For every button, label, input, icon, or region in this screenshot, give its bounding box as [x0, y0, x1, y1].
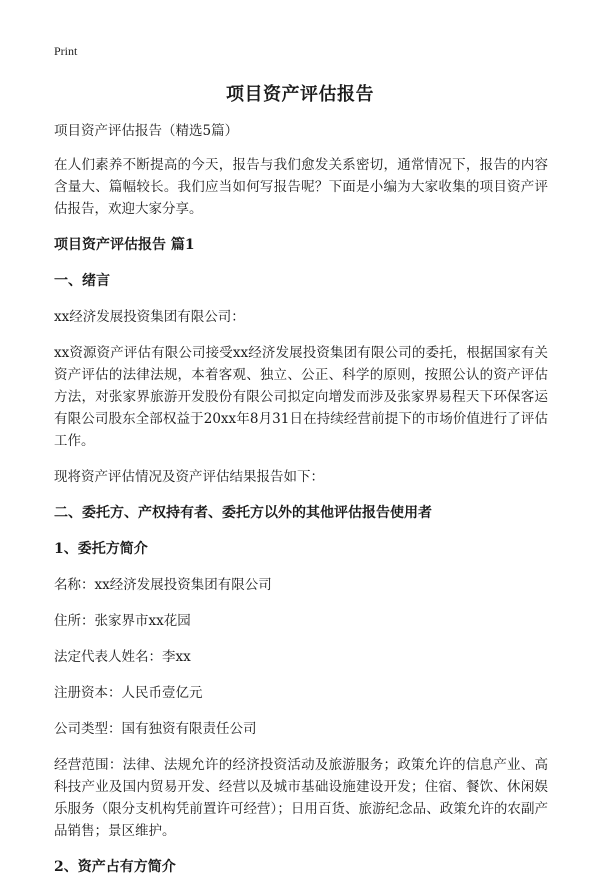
document-title: 项目资产评估报告 [226, 84, 374, 105]
part-heading: 项目资产评估报告 篇1 [54, 237, 195, 253]
section-heading-introduction: 一、绪言 [54, 273, 110, 289]
client-legal-rep: 法定代表人姓名：李xx [54, 649, 191, 665]
intro-paragraph: 在人们素养不断提高的今天，报告与我们愈发关系密切，通常情况下，报告的内容含量大、篇幅较长。我们应当如何写报告呢？下面是小编为大家收集的项目资产评估报告，欢迎大家分享。 [54, 157, 548, 217]
print-label[interactable]: Print [54, 44, 78, 58]
subtitle: 项目资产评估报告（精选5篇） [54, 123, 239, 139]
client-capital: 注册资本：人民币壹亿元 [54, 685, 203, 701]
addressee: xx经济发展投资集团有限公司： [54, 309, 245, 325]
body-paragraph: 现将资产评估情况及资产评估结果报告如下： [54, 469, 324, 485]
client-name: 名称：xx经济发展投资集团有限公司 [54, 577, 272, 593]
body-paragraph: xx资源资产评估有限公司接受xx经济发展投资集团有限公司的委托，根据国家有关资产评估的法律法规，本着客观、独立、公正、科学的原则，按照公认的资产评估方法，对张家界旅游开发股份有限公司拟定向增发而涉及张家界易程天下环保客运有限公司股东全部权益于20xx年8月31日在持续经营前提下的市场价值进行了评估工作。 [54, 345, 548, 449]
client-address: 住所：张家界市xx花园 [54, 613, 191, 629]
client-company-type: 公司类型：国有独资有限责任公司 [54, 721, 257, 737]
subsection-heading-client: 1、委托方简介 [54, 541, 148, 557]
client-business-scope: 经营范围：法律、法规允许的经济投资活动及旅游服务；政策允许的信息产业、高科技产业及国内贸易开发、经营以及城市基础设施建设开发；住宿、餐饮、休闲娱乐服务（限分支机构凭前置许可经营）；日用百货、旅游纪念品、政策允许的农副产品销售；景区维护。 [54, 757, 548, 839]
section-heading-parties: 二、委托方、产权持有者、委托方以外的其他评估报告使用者 [54, 505, 432, 521]
subsection-heading-asset-holder: 2、资产占有方简介 [54, 859, 176, 875]
document-body [54, 120, 548, 892]
